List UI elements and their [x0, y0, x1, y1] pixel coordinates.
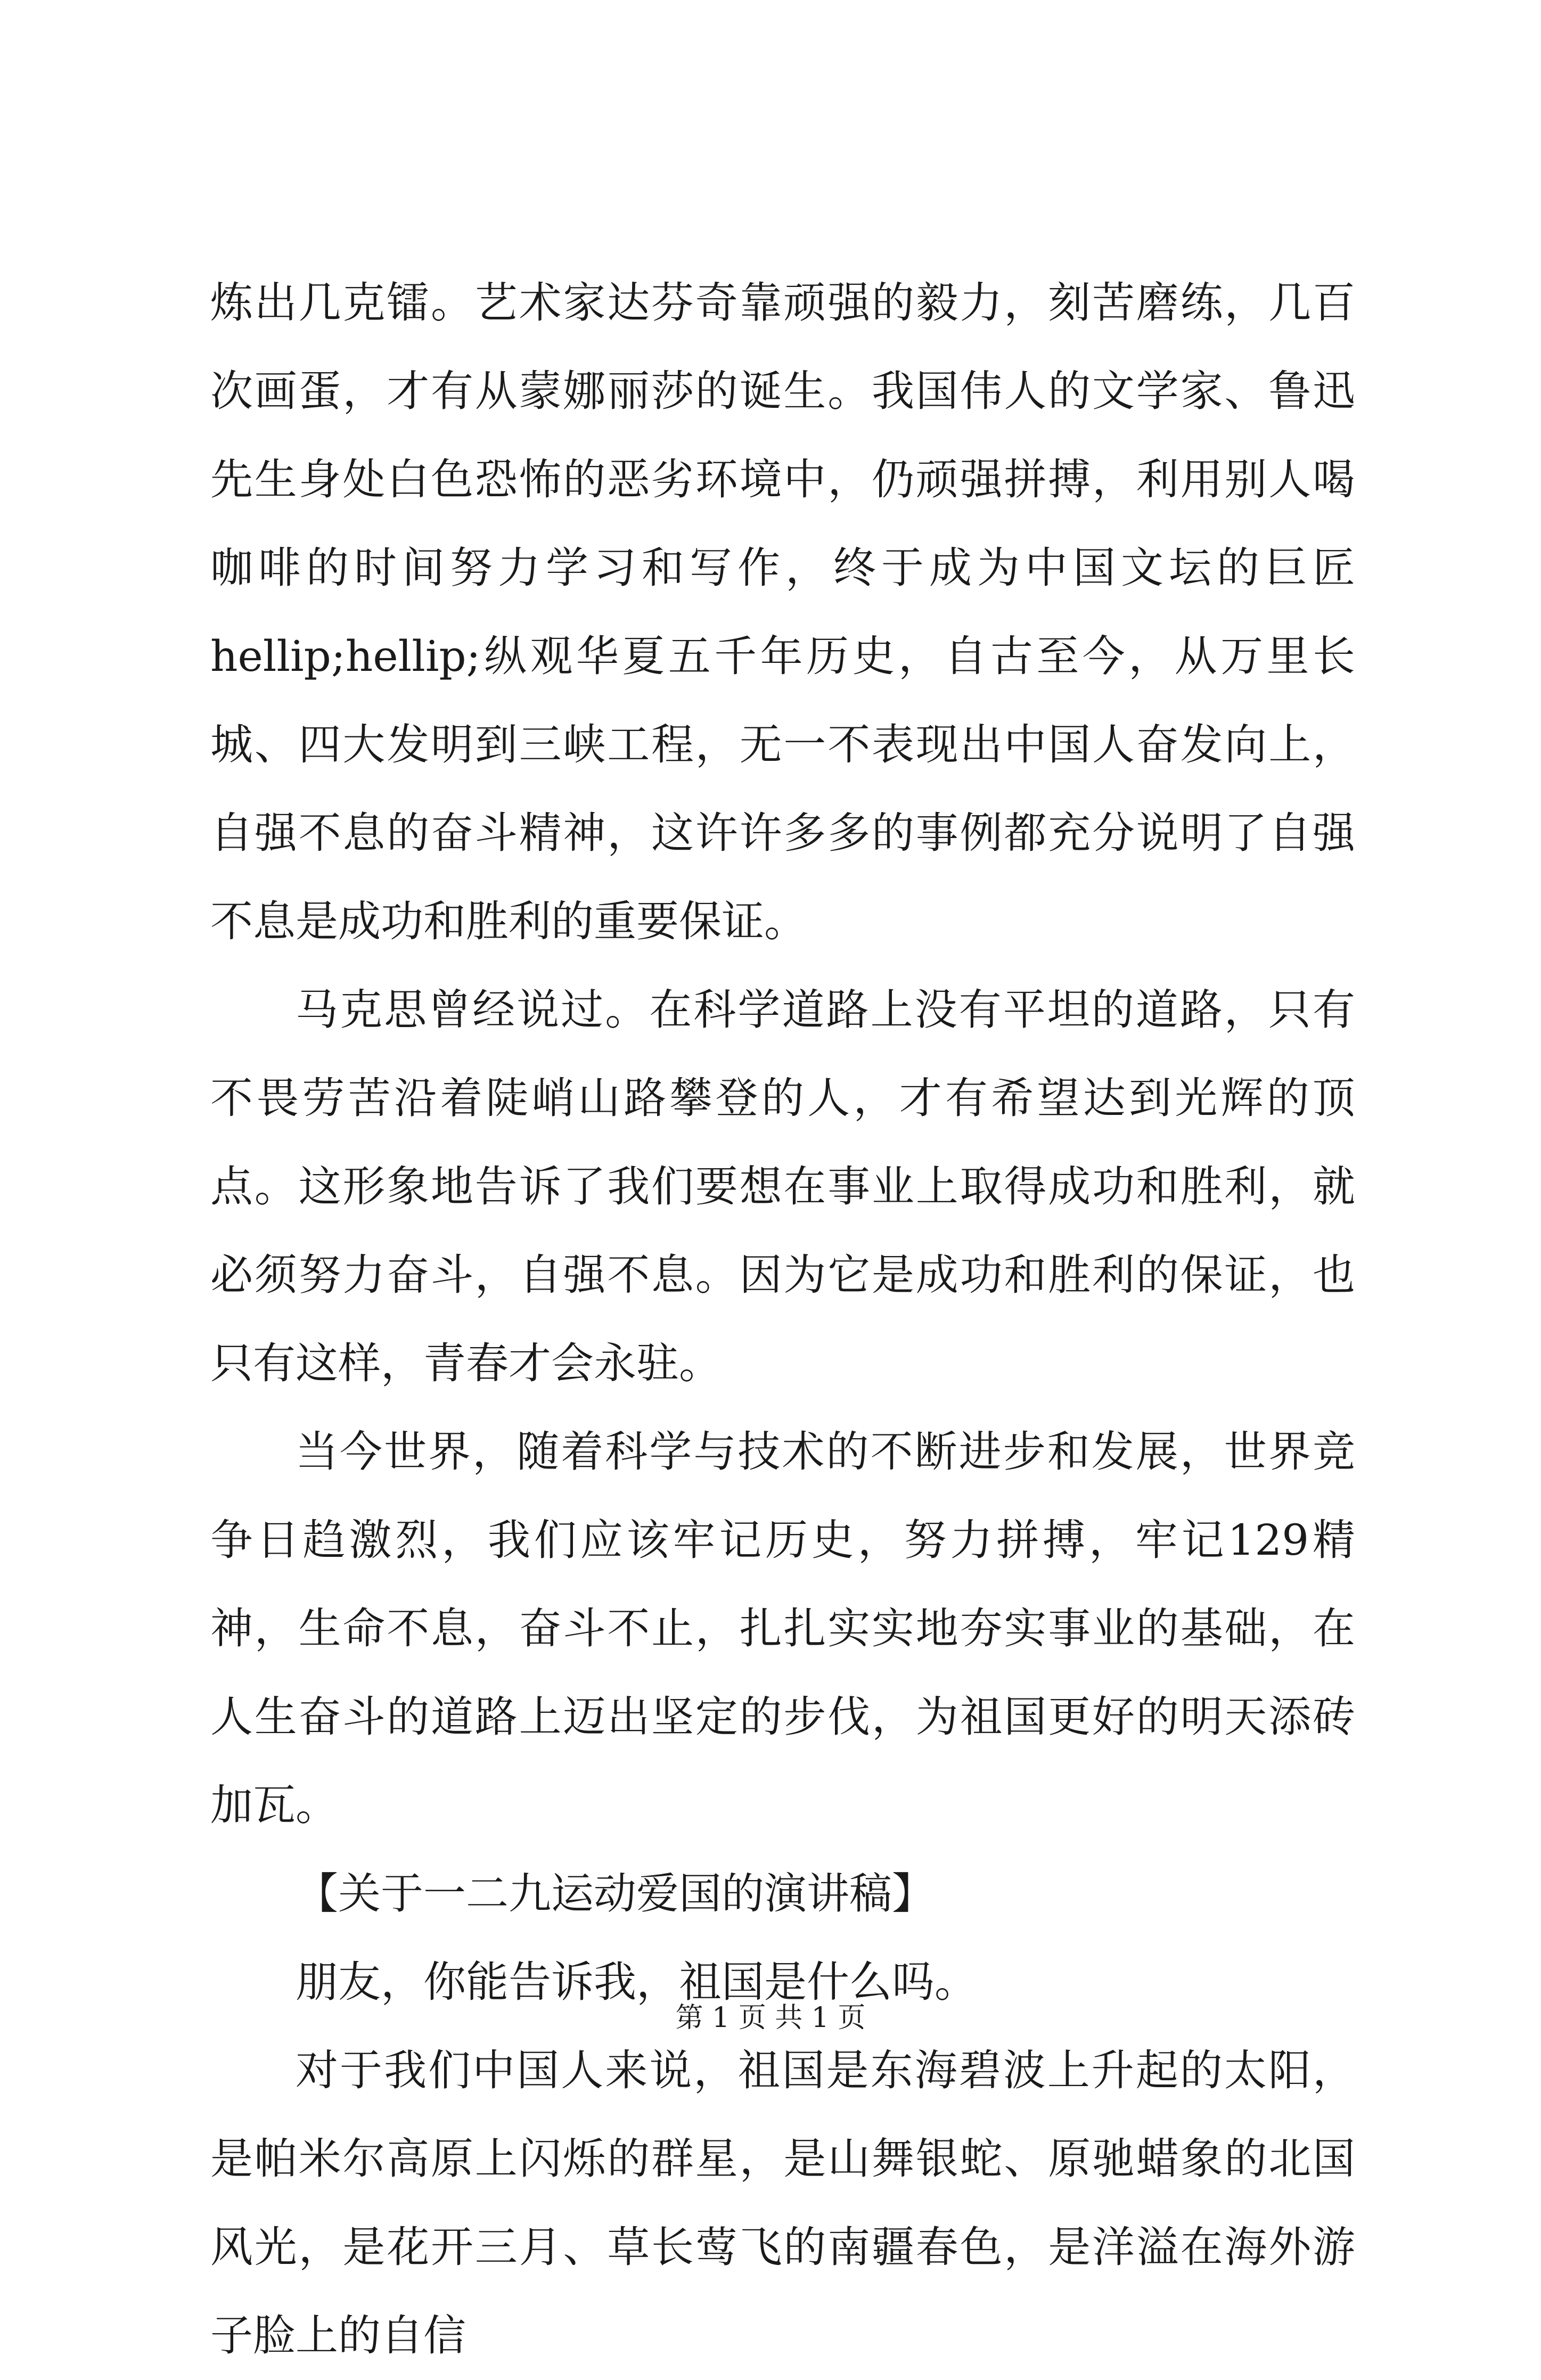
section-heading: 【关于一二九运动爱国的演讲稿】	[296, 1869, 935, 1918]
page-footer: 第 1 页 共 1 页	[675, 2002, 866, 2034]
paragraph-1: 炼出几克镭。艺术家达芬奇靠顽强的毅力，刻苦磨练，几百次画蛋，才有从蒙娜丽莎的诞生。我国伟人的文学家、鲁迅先生身处白色恐怖的恶劣环境中，仍顽强拼搏，利用别人喝咖啡的时间努力学习和写作，终于成为中国文坛的巨匠hellip;hellip;纵观华夏五千年历史，自古至今，从万里长城、四大发明到三峡工程，无一不表现出中国人奋发向上，自强不息的奋斗精神，这许许多多的事例都充分说明了自强不息是成功和胜利的重要保证。	[210, 278, 1355, 946]
paragraph-5: 朋友，你能告诉我，祖国是什么吗。	[296, 1957, 977, 2007]
paragraph-6: 对于我们中国人来说，祖国是东海碧波上升起的太阳，是帕米尔高原上闪烁的群星，是山舞银蛇、原驰蜡象的北国风光，是花开三月、草长莺飞的南疆春色，是洋溢在海外游子脸上的自信	[210, 2046, 1355, 2360]
paragraph-2: 马克思曾经说过。在科学道路上没有平坦的道路，只有不畏劳苦沿着陡峭山路攀登的人，才有希望达到光辉的顶点。这形象地告诉了我们要想在事业上取得成功和胜利，就必须努力奋斗，自强不息。因为它是成功和胜利的保证，也只有这样，青春才会永驻。	[210, 985, 1355, 1388]
document-body	[210, 259, 1355, 2380]
paragraph-3: 当今世界，随着科学与技术的不断进步和发展，世界竞争日趋激烈，我们应该牢记历史，努力拼搏，牢记129精神，生命不息，奋斗不止，扎扎实实地夯实事业的基础，在人生奋斗的道路上迈出坚定的步伐，为祖国更好的明天添砖加瓦。	[210, 1427, 1355, 1830]
